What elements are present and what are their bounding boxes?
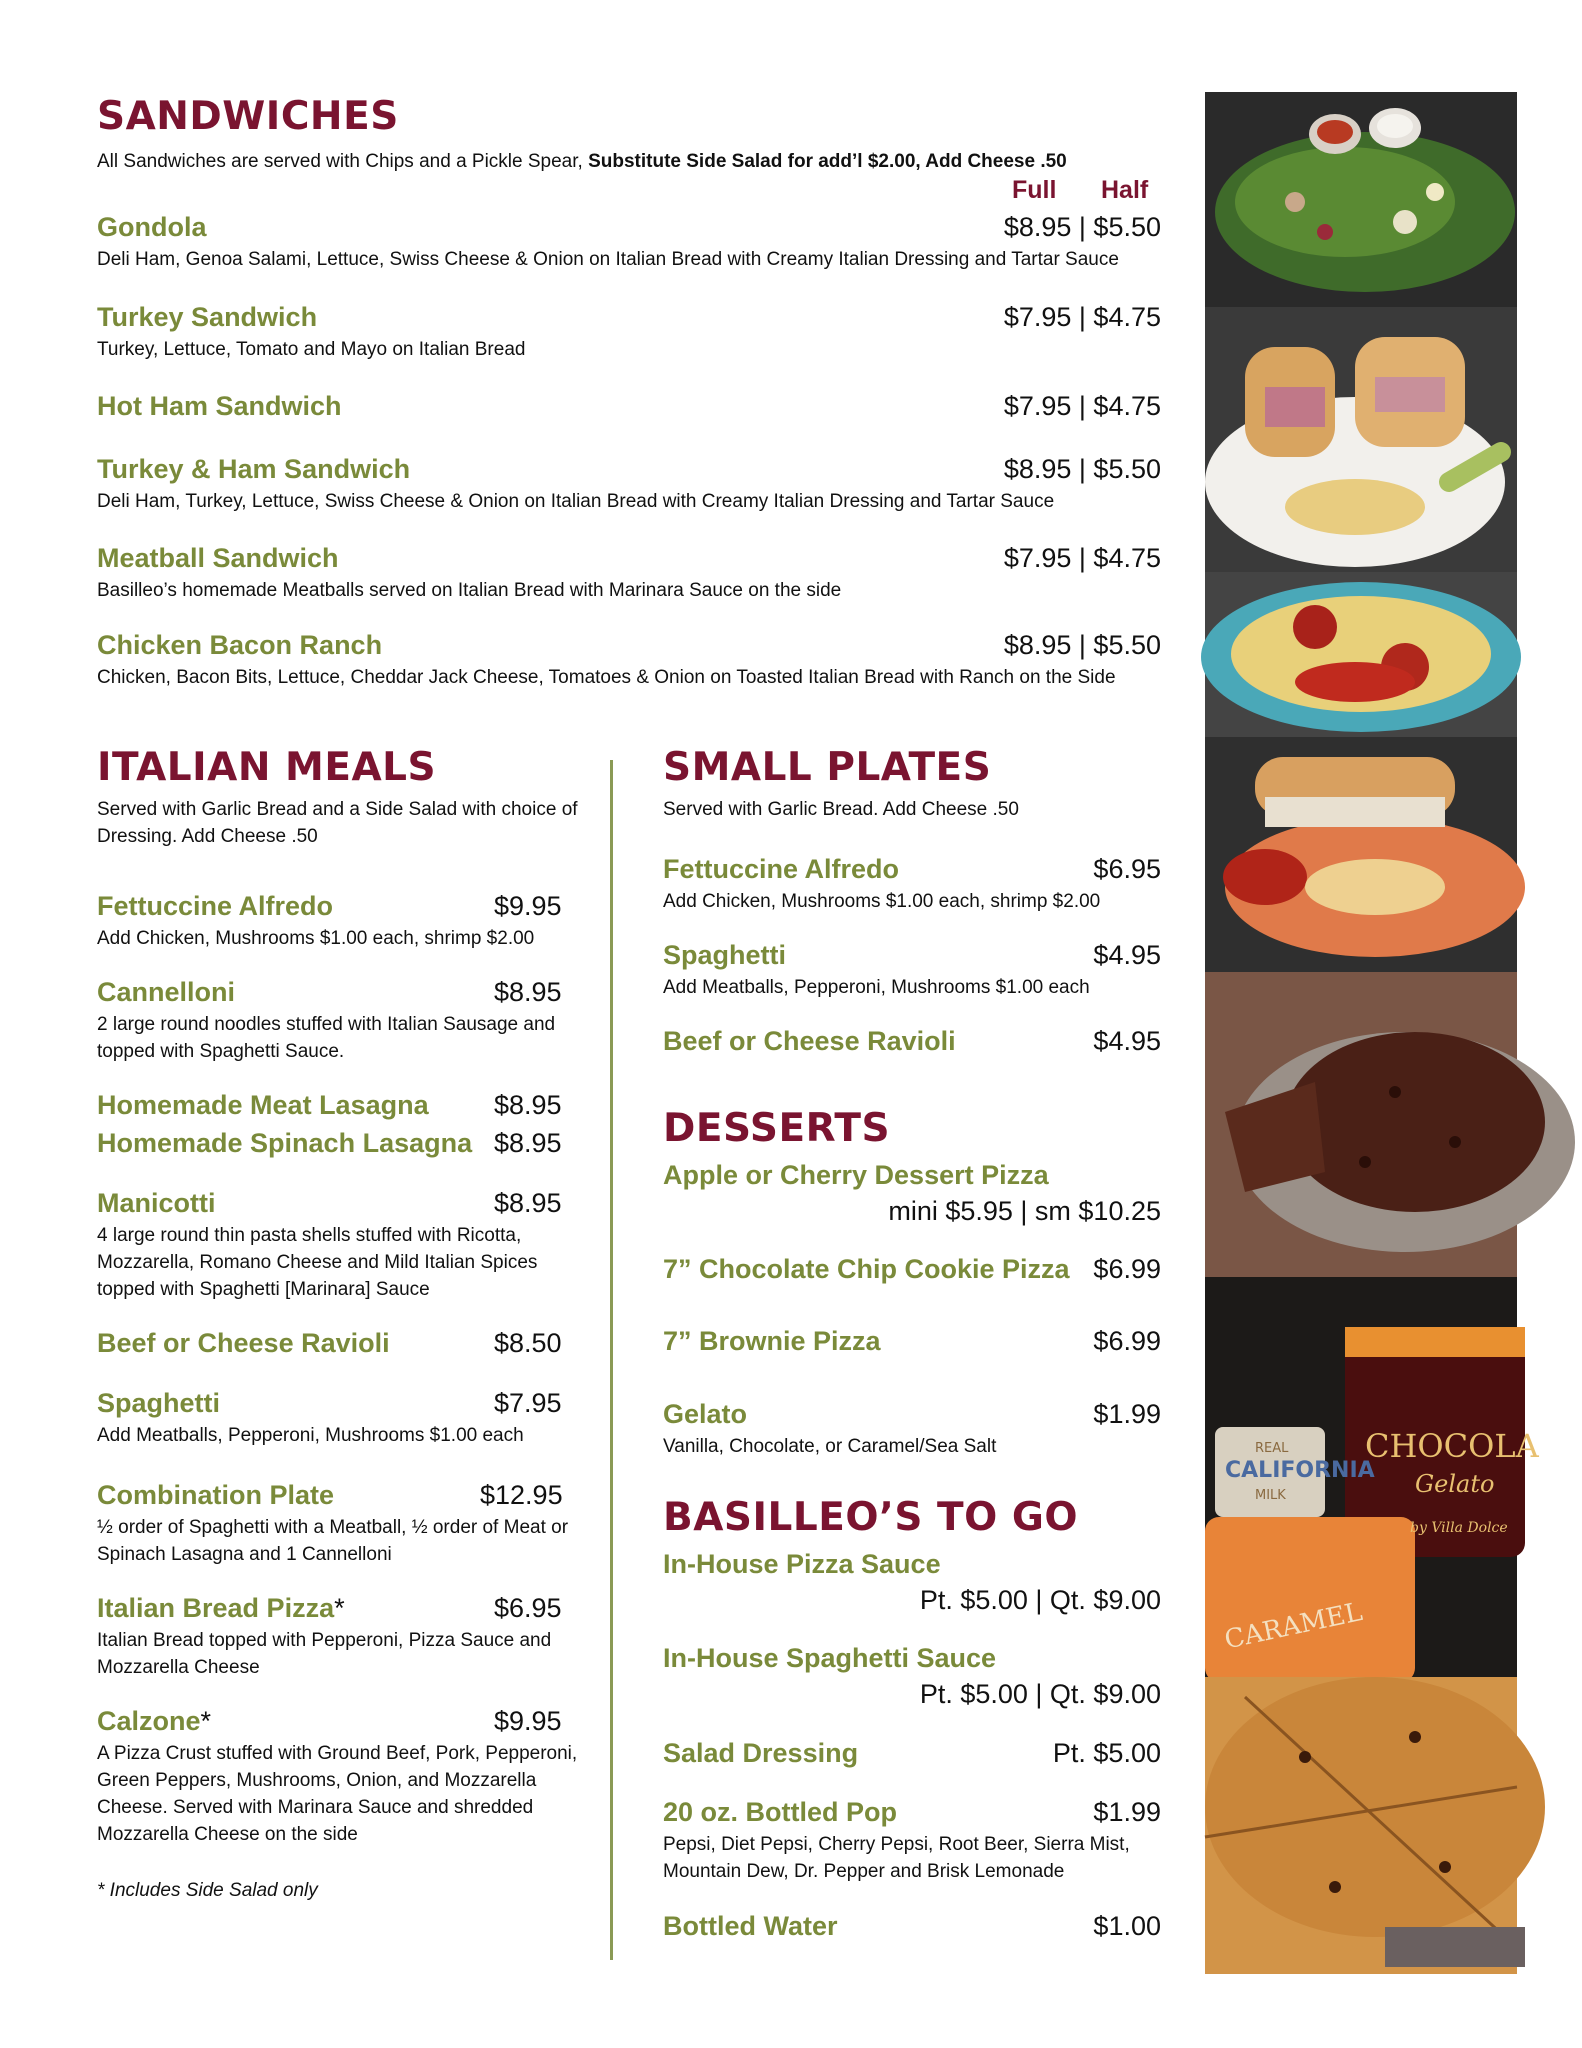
meatball-sub-photo [1205,737,1517,972]
italian-item-desc: A Pizza Crust stuffed with Ground Beef, Pork, Pepperoni, Green Peppers, Mushrooms, Onion, and Mozzarella Cheese. Served with Marinara Sauce and shredded Mozzarella Cheese on the side [97,1743,578,1845]
italian-item-star: * [200,1706,212,1736]
dessert-price: $1.99 [1093,1399,1161,1429]
small-plate-name: Beef or Cheese Ravioli [663,1026,956,1056]
togo-name: Salad Dressing [663,1738,859,1768]
togo-price: Pt. $5.00 [1052,1738,1161,1768]
small-plate-desc: Add Chicken, Mushrooms $1.00 each, shrimp $2.00 [663,891,1101,912]
italian-item-desc: Italian Bread topped with Pepperoni, Pizza Sauce and Mozzarella Cheese [97,1630,552,1678]
label-text-1: REAL [1255,1441,1289,1456]
italian-item-name [97,1706,211,1737]
sandwich-item-price: $7.95 | $4.75 [1003,302,1161,332]
togo-price: Pt. $5.00 | Qt. $9.00 [919,1585,1161,1615]
togo-name: In-House Spaghetti Sauce [663,1643,997,1673]
dessert-name: Apple or Cherry Dessert Pizza [663,1160,1049,1190]
togo-title: BASILLEO’S TO GO [663,1495,1078,1540]
dessert-price: $6.99 [1093,1326,1161,1356]
sandwiches-title: SANDWICHES [97,94,399,139]
italian-item-desc: 2 large round noodles stuffed with Italian Sausage and topped with Spaghetti Sauce. [97,1014,556,1062]
italian-item-price: $12.95 [480,1480,563,1510]
italian-item-name: Manicotti [97,1188,216,1218]
togo-price: Pt. $5.00 | Qt. $9.00 [919,1679,1161,1709]
gelato-image [1205,1277,1539,1677]
salad-photo [1205,92,1517,307]
small-plates-intro: Served with Garlic Bread. Add Cheese .50 [663,799,1019,820]
small-plates-title: SMALL PLATES [663,745,992,790]
gelato-tub-1-sub: Gelato [1415,1470,1495,1498]
small-plate-price: $4.95 [1093,1026,1161,1056]
dessert-price: mini $5.95 | sm $10.25 [888,1196,1161,1226]
col-header-half: Half [1101,176,1149,204]
italian-item-star: * [334,1593,345,1623]
italian-item-desc: ½ order of Spaghetti with a Meatball, ½ order of Meat or Spinach Lasagna and 1 Cannelloni [97,1517,569,1565]
italian-item-name: Combination Plate [97,1480,335,1510]
sandwiches-intro-plain: All Sandwiches are served with Chips and a Pickle Spear, [97,151,589,172]
togo-price: $1.00 [1093,1911,1161,1941]
italian-item-name: Fettuccine Alfredo [97,891,334,921]
italian-item-name: Homemade Meat Lasagna [97,1090,429,1120]
italian-item-name: Cannelloni [97,977,236,1007]
sandwich-item-desc: Deli Ham, Genoa Salami, Lettuce, Swiss Cheese & Onion on Italian Bread with Creamy Italian Dressing and Tartar Sauce [97,249,1119,270]
italian-item-desc: Add Meatballs, Pepperoni, Mushrooms $1.00 each [97,1425,524,1446]
italian-meals-intro: Served with Garlic Bread and a Side Salad with choice of Dressing. Add Cheese .50 [97,799,578,847]
italian-item-price: $8.50 [494,1328,562,1358]
italian-item-price: $8.95 [494,1128,562,1158]
small-plate-price: $6.95 [1093,854,1161,884]
italian-item-price: $7.95 [494,1388,562,1418]
sandwich-item-name: Gondola [97,212,207,242]
italian-item-price: $8.95 [494,1188,562,1218]
togo-name: In-House Pizza Sauce [663,1549,941,1579]
column-divider [610,760,613,1960]
sandwich-item-price: $8.95 | $5.50 [1003,212,1161,242]
sandwich-item-name: Turkey & Ham Sandwich [97,454,411,484]
cookie-pizza-photo [1205,1677,1517,1974]
italian-item-name-text: Calzone [97,1706,201,1736]
sandwich-item-name: Meatball Sandwich [97,543,339,573]
label-text-3: MILK [1255,1488,1286,1503]
sandwiches-intro-bold: Substitute Side Salad for add’l $2.00, Add Cheese .50 [588,151,1067,172]
sandwich-item-desc: Deli Ham, Turkey, Lettuce, Swiss Cheese & Onion on Italian Bread with Creamy Italian Dressing and Tartar Sauce [97,491,1055,512]
italian-meals-title: ITALIAN MEALS [97,745,437,790]
sandwiches-intro [97,148,1097,175]
italian-item-name [97,1593,345,1624]
gelato-tub-2-text: CARAMEL [1221,1597,1366,1656]
cookie-pizza-image [1205,1677,1517,1974]
italian-item-price: $9.95 [494,891,562,921]
sandwich-item-name: Chicken Bacon Ranch [97,630,383,660]
label-text-2: CALIFORNIA [1225,1458,1375,1483]
sandwich-item-name: Turkey Sandwich [97,302,318,332]
togo-desc: Pepsi, Diet Pepsi, Cherry Pepsi, Root Beer, Sierra Mist, Mountain Dew, Dr. Pepper and Brisk Lemonade [663,1834,1130,1882]
dessert-name: Gelato [663,1399,748,1429]
togo-name: 20 oz. Bottled Pop [663,1797,898,1827]
dessert-name: 7” Chocolate Chip Cookie Pizza [663,1254,1070,1284]
dessert-desc: Vanilla, Chocolate, or Caramel/Sea Salt [663,1436,997,1457]
italian-item-desc: Add Chicken, Mushrooms $1.00 each, shrimp $2.00 [97,928,535,949]
italian-item-name-text: Italian Bread Pizza [97,1593,335,1623]
meatball-sub-image [1205,737,1517,972]
sandwich-image [1205,307,1517,572]
small-plate-name: Fettuccine Alfredo [663,854,900,884]
italian-item-price: $8.95 [494,1090,562,1120]
togo-name: Bottled Water [663,1911,838,1941]
italian-item-name: Spaghetti [97,1388,221,1418]
sandwich-item-name: Hot Ham Sandwich [97,391,342,421]
togo-price: $1.99 [1093,1797,1161,1827]
italian-item-price: $9.95 [494,1706,562,1736]
gelato-photo [1205,1277,1539,1677]
sandwich-item-price: $7.95 | $4.75 [1003,391,1161,421]
photo-strip [1205,92,1539,1974]
italian-item-price: $8.95 [494,977,562,1007]
gelato-tub-1-text: CHOCOLA [1365,1427,1539,1465]
small-plate-price: $4.95 [1093,940,1161,970]
brownie-image [1205,972,1517,1277]
desserts-title: DESSERTS [663,1106,891,1151]
sandwich-photo [1205,307,1517,572]
sandwich-item-price: $8.95 | $5.50 [1003,454,1161,484]
dessert-price: $6.99 [1093,1254,1161,1284]
italian-item-desc: 4 large round thin pasta shells stuffed with Ricotta, Mozzarella, Romano Cheese and Mild Italian Spices topped with Spaghetti [Marinara] Sauce [97,1225,538,1300]
dessert-name: 7” Brownie Pizza [663,1326,881,1356]
sandwich-item-price: $7.95 | $4.75 [1003,543,1161,573]
spaghetti-image [1205,572,1517,737]
spaghetti-photo [1205,572,1517,737]
italian-item-name: Beef or Cheese Ravioli [97,1328,390,1358]
salad-image [1205,92,1517,307]
col-header-full: Full [1012,176,1057,204]
italian-item-price: $6.95 [494,1593,562,1623]
brownie-photo [1205,972,1517,1277]
sandwich-item-desc: Basilleo’s homemade Meatballs served on Italian Bread with Marinara Sauce on the side [97,580,842,601]
footnote: * Includes Side Salad only [97,1880,318,1901]
small-plate-name: Spaghetti [663,940,787,970]
gelato-tub-1-brand: by Villa Dolce [1410,1520,1508,1536]
italian-item-name: Homemade Spinach Lasagna [97,1128,473,1158]
small-plate-desc: Add Meatballs, Pepperoni, Mushrooms $1.00 each [663,977,1090,998]
sandwich-item-desc: Turkey, Lettuce, Tomato and Mayo on Italian Bread [97,339,526,360]
sandwich-item-price: $8.95 | $5.50 [1003,630,1161,660]
sandwich-item-desc: Chicken, Bacon Bits, Lettuce, Cheddar Jack Cheese, Tomatoes & Onion on Toasted Italian Bread with Ranch on the Side [97,667,1116,688]
